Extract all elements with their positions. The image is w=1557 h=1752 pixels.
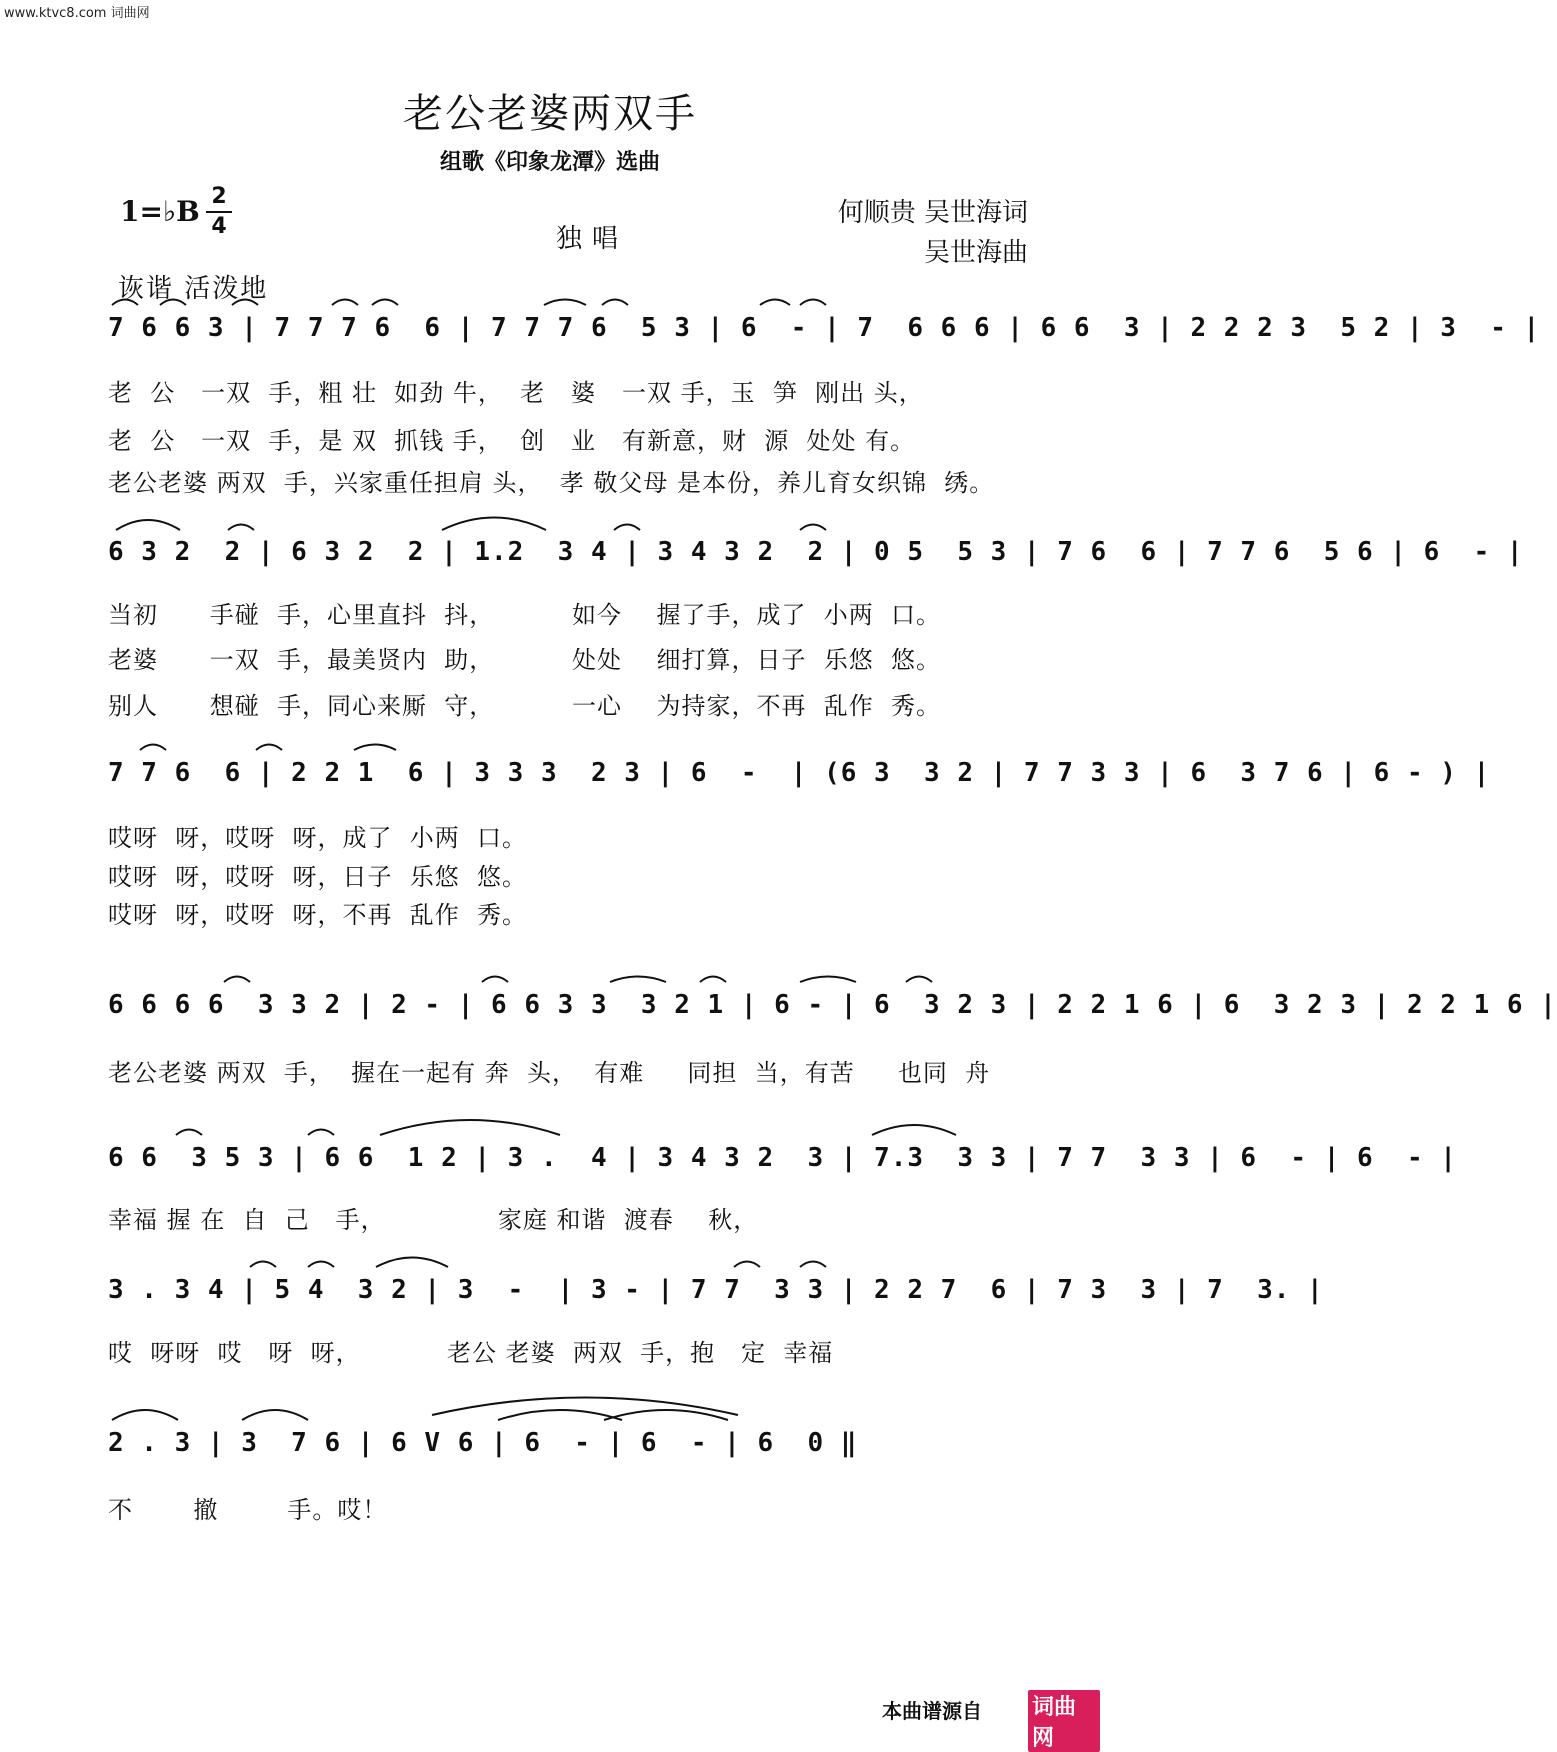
notation-row-5: 6 6 3 5 3 | 6 6 1 2 | 3 . 4 | 3 4 3 2 3 | 7.3 3 3 | 7 7 3 3 | 6 - | 6 - | (108, 1143, 1457, 1173)
time-signature (206, 184, 232, 240)
slur-mark (604, 1410, 728, 1420)
slur-mark (700, 977, 726, 983)
slur-mark (800, 1262, 826, 1268)
song-title: 老公老婆两双手 (403, 91, 697, 137)
slur-mark (376, 1258, 448, 1268)
key-signature: 1=♭B (120, 195, 200, 228)
slur-mark (380, 1120, 560, 1135)
lyric-row-5: 幸福 握 在 自 己 手， 家庭 和谐 渡春 秋， (108, 1206, 759, 1234)
slur-mark (176, 1130, 202, 1136)
footer-logo[interactable]: 词曲网 (1028, 1690, 1100, 1752)
time-signature-top: 2 (211, 184, 227, 209)
song-subtitle: 组歌《印象龙潭》选曲 (439, 150, 660, 175)
slur-mark (800, 977, 856, 983)
slur-mark (372, 300, 398, 306)
performance-mode: 独唱 (556, 224, 629, 254)
slur-mark (228, 525, 254, 531)
lyricist-credit: 何顺贵 吴世海词 (837, 198, 1028, 228)
slur-mark (308, 1130, 334, 1136)
lyric-row-1-verse-2: 老 公 一双 手，是 双 抓钱 手， 创 业 有新意，财 源 处处 有。 (108, 427, 916, 455)
lyric-row-3-verse-3: 哎呀 呀，哎呀 呀，不再 乱作 秀。 (108, 901, 528, 929)
slur-mark (432, 1398, 738, 1416)
slur-mark (872, 1125, 956, 1135)
notation-row-1: 7 6 6 3 | 7 7 7 6 6 | 7 7 7 6 5 3 | 6 - | 7 6 6 6 | 6 6 3 | 2 2 2 3 5 2 | 3 - | (108, 313, 1541, 343)
lyric-row-6: 哎 呀呀 哎 呀 呀， 老公 老婆 两双 手，抱 定 幸福 (108, 1339, 834, 1367)
composer-credit: 吴世海曲 (923, 238, 1028, 268)
notation-row-2: 6 3 2 2 | 6 3 2 2 | 1.2 3 4 | 3 4 3 2 2 | 0 5 5 3 | 7 6 6 | 7 7 6 5 6 | 6 - | (108, 537, 1524, 567)
notation-row-4: 6 6 6 6 3 3 2 | 2 - | 6 6 3 3 3 2 1 | 6 - | 6 3 2 3 | 2 2 1 6 | 6 3 2 3 | 2 2 1 6 | (108, 990, 1557, 1020)
slur-mark (906, 977, 932, 983)
slur-mark (224, 977, 250, 983)
slur-mark (734, 1262, 760, 1268)
slur-mark (760, 300, 790, 306)
slur-mark (250, 1262, 276, 1268)
slur-mark (602, 300, 628, 306)
slur-mark (140, 745, 166, 751)
time-signature-bar (206, 211, 232, 213)
slur-mark (544, 300, 586, 306)
lyric-row-2-verse-3: 别人 想碰 手，同心来厮 守， 一心 为持家，不再 乱作 秀。 (108, 692, 941, 720)
slur-mark (116, 520, 180, 530)
lyric-row-2-verse-2: 老婆 一双 手，最美贤内 助， 处处 细打算，日子 乐悠 悠。 (108, 646, 941, 674)
notation-row-6: 3 . 3 4 | 5 4 3 2 | 3 - | 3 - | 7 7 3 3 | 2 2 7 6 | 7 3 3 | 7 3. | (108, 1275, 1324, 1305)
slur-mark (242, 1410, 308, 1420)
slur-mark (308, 1262, 334, 1268)
time-signature-bottom: 4 (211, 214, 227, 239)
slur-mark (610, 977, 666, 983)
slur-mark (800, 525, 826, 531)
slur-mark (354, 745, 396, 751)
lyric-row-1-verse-3: 老公老婆 两双 手，兴家重任担肩 头， 孝 敬父母 是本份，养儿育女织锦 绣。 (108, 469, 995, 497)
tempo-marking: 诙谐 活泼地 (118, 274, 269, 304)
site-url[interactable]: www.ktvc8.com 词曲网 (4, 6, 150, 21)
lyric-row-2-verse-1: 当初 手碰 手，心里直抖 抖， 如今 握了手，成了 小两 口。 (108, 601, 941, 629)
notation-row-3: 7 7 6 6 | 2 2 1 6 | 3 3 3 2 3 | 6 - | (6 3 3 2 | 7 7 3 3 | 6 3 7 6 | 6 - ) | (108, 758, 1491, 788)
slur-mark (442, 518, 546, 531)
footer-source-label: 本曲谱源自 (882, 1699, 982, 1723)
slur-mark (482, 977, 508, 983)
slur-mark (614, 525, 640, 531)
lyric-row-3-verse-2: 哎呀 呀，哎呀 呀，日子 乐悠 悠。 (108, 863, 528, 891)
slur-mark (256, 745, 282, 751)
lyric-row-7: 不 撤 手。哎！ (108, 1496, 388, 1524)
slur-mark (112, 1410, 178, 1420)
lyric-row-4: 老公老婆 两双 手， 握在一起有 奔 头， 有难 同担 当，有苦 也同 舟 (108, 1059, 991, 1087)
slur-mark (800, 300, 826, 306)
notation-row-7: 2 . 3 | 3 7 6 | 6 V 6 | 6 - | 6 - | 6 0 ‖ (108, 1428, 858, 1458)
lyric-row-1-verse-1: 老 公 一双 手，粗 壮 如劲 牛， 老 婆 一双 手，玉 笋 刚出 头， (108, 379, 924, 407)
slur-mark (332, 300, 358, 306)
lyric-row-3-verse-1: 哎呀 呀，哎呀 呀，成了 小两 口。 (108, 824, 528, 852)
slur-mark (498, 1410, 622, 1420)
